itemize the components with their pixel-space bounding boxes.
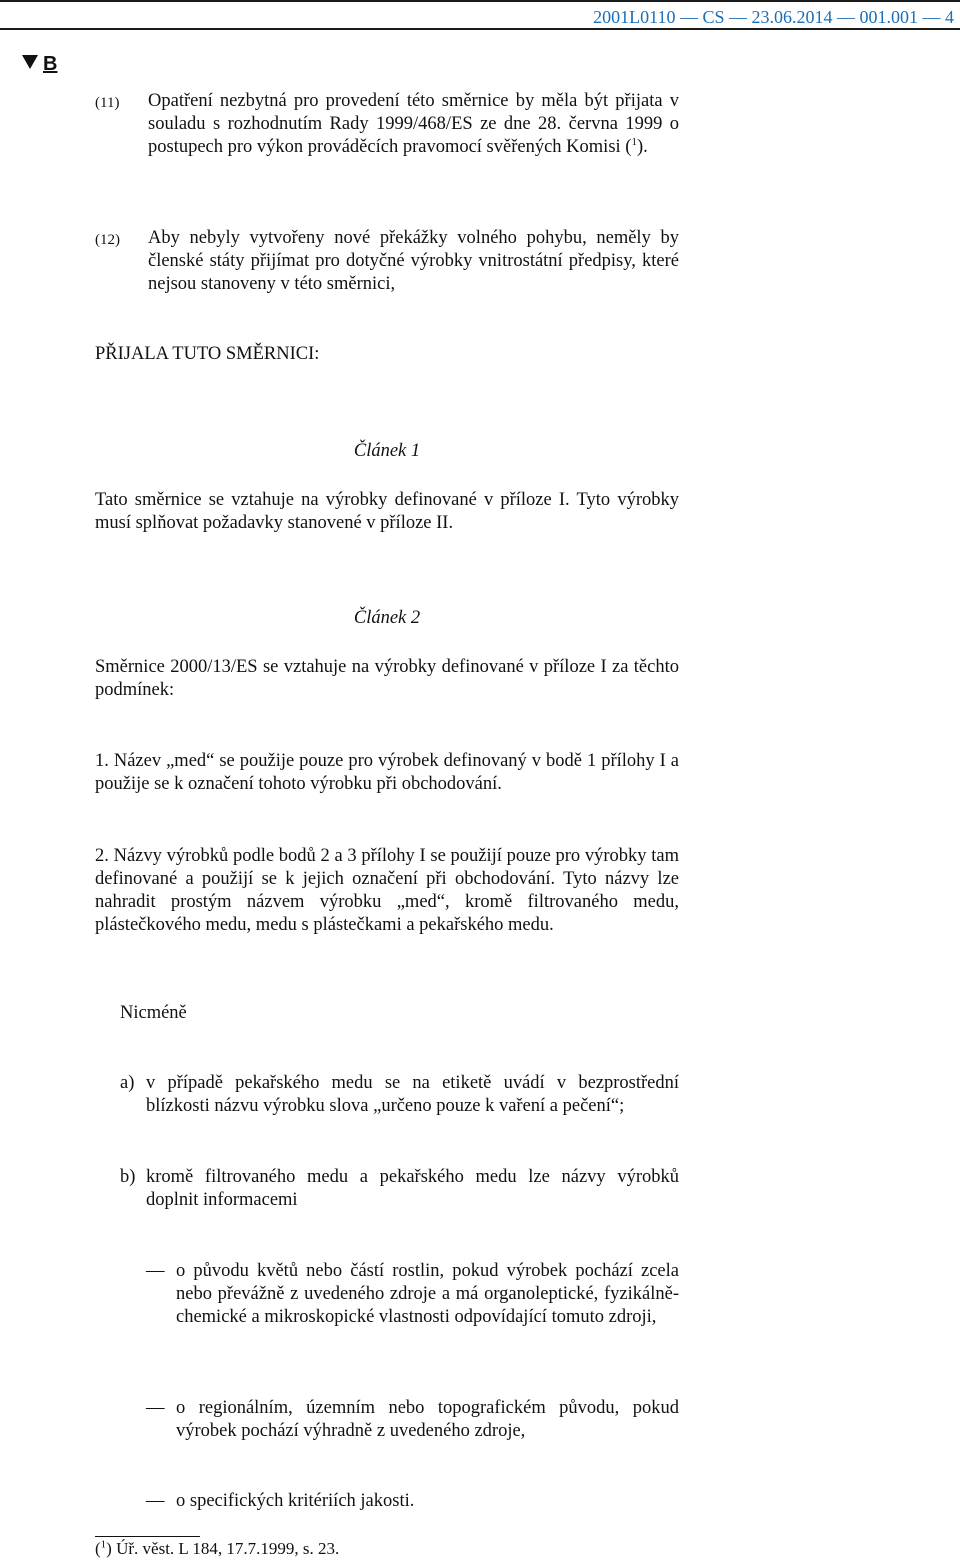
amendment-marker-letter: B [43, 53, 58, 75]
article-1-title: Článek 1 [353, 441, 421, 461]
adoption-formula: PŘIJALA TUTO SMĚRNICI: [95, 344, 320, 364]
item-b-label: b) [120, 1167, 136, 1187]
dash-2-text: o regionálním, územním nebo topografickém původu, pokud výrobek pochází výhradně z uvedeného zdroje, [176, 1398, 679, 1441]
footnote-text: Úř. věst. L 184, 17.7.1999, s. 23. [116, 1539, 340, 1558]
dash-2-symbol: — [146, 1398, 165, 1418]
recital-12-number: (12) [95, 232, 120, 248]
footnote-number: 1 [100, 1538, 107, 1551]
document-header: 2001L0110 — CS — 23.06.2014 — 001.001 — 4 [0, 0, 960, 30]
article-2-intro: Směrnice 2000/13/ES se vztahuje na výrobky definované v příloze I za těchto podmínek: [95, 657, 679, 700]
footnote: ($^1$) Úř. věst. L 184, 17.7.1999, s. 23. [95, 1538, 340, 1558]
recital-12-text: Aby nebyly vytvořeny nové překážky volného pohybu, neměly by členské státy přijímat pro dotyčné výrobky vnitrostátní předpisy, které nejsou stanoveny v této směrnici, [148, 228, 679, 294]
article-2-point-1: 1. Název „med“ se použije pouze pro výrobek definovaný v bodě 1 přílohy I a použije se k označení tohoto výrobku při obchodování. [95, 751, 679, 794]
item-b-text: kromě filtrovaného medu a pekařského medu lze názvy výrobků doplnit informacemi [146, 1167, 679, 1210]
footnote-divider [95, 1536, 200, 1537]
recital-11-number: (11) [95, 95, 120, 111]
recital-11-text: Opatření nezbytná pro provedení této směrnice by měla být přijata v souladu s rozhodnutím Rady 1999/468/ES ze dne 28. června 1999 o postupech pro výkon prováděcích pravomocí svěřených Komisi ($^1$). [148, 91, 679, 157]
article-2-title: Článek 2 [353, 608, 421, 628]
item-a-label: a) [120, 1073, 135, 1093]
amendment-marker [22, 52, 57, 76]
triangle-down-icon [22, 55, 38, 69]
nevertheless-text: Nicméně [120, 1003, 187, 1023]
article-1-text: Tato směrnice se vztahuje na výrobky definované v příloze I. Tyto výrobky musí splňovat požadavky stanovené v příloze II. [95, 490, 679, 533]
article-2-point-2: 2. Názvy výrobků podle bodů 2 a 3 přílohy I se použijí pouze pro výrobky tam definované a použijí se k jejich označení při obchodování. Tyto názvy lze nahradit prostým názvem výrobku „med“, kromě filtrovaného medu, plástečkového medu, medu s plástečkami a pekařského medu. [95, 846, 679, 935]
dash-3-text: o specifických kritériích jakosti. [176, 1491, 415, 1511]
dash-1-text: o původu květů nebo částí rostlin, pokud výrobek pochází zcela nebo převážně z uvedeného zdroje a má organoleptické, fyzikálně-chemické a mikroskopické vlastnosti odpovídající tomuto zdroji, [176, 1261, 679, 1327]
dash-3-symbol: — [146, 1491, 165, 1511]
dash-1-symbol: — [146, 1261, 165, 1281]
item-a-text: v případě pekařského medu se na etiketě uvádí v bezprostřední blízkosti názvu výrobku slova „určeno pouze k vaření a pečení“; [146, 1073, 679, 1116]
